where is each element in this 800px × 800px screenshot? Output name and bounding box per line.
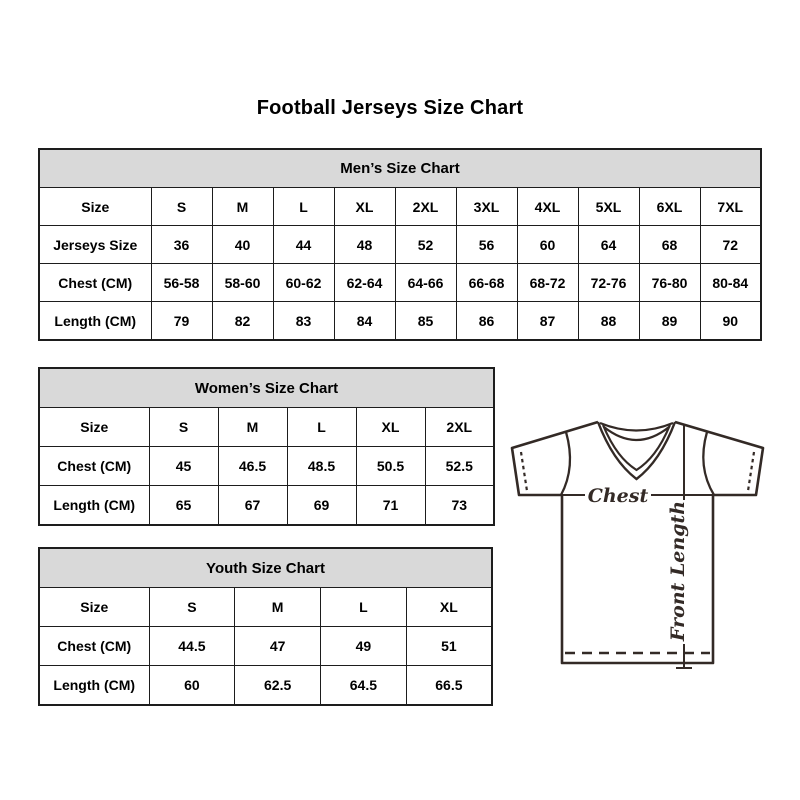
womens-row-length-cm — [39, 486, 494, 526]
chest-label: Chest — [587, 485, 649, 507]
mens-row-size — [39, 188, 761, 226]
left-cuff-stitch-line — [521, 452, 527, 491]
mens-cell: 80-84 — [700, 264, 761, 302]
mens-cell: 60-62 — [273, 264, 334, 302]
mens-cell: 2XL — [395, 188, 456, 226]
front-length-label: Front Length — [667, 500, 689, 642]
womens-cell: 65 — [149, 486, 218, 526]
womens-row-label-length-cm: Length (CM) — [39, 486, 149, 526]
mens-cell: 87 — [517, 302, 578, 341]
youth-cell: S — [149, 588, 235, 627]
mens-cell: 64-66 — [395, 264, 456, 302]
mens-cell: 72 — [700, 226, 761, 264]
mens-cell: 52 — [395, 226, 456, 264]
youth-row-label-length-cm: Length (CM) — [39, 666, 149, 706]
mens-cell: 89 — [639, 302, 700, 341]
mens-cell: 3XL — [456, 188, 517, 226]
jersey-measurement-diagram — [495, 405, 781, 671]
mens-cell: 6XL — [639, 188, 700, 226]
mens-cell: 44 — [273, 226, 334, 264]
mens-cell: 7XL — [700, 188, 761, 226]
collar-back-band-arc — [604, 427, 669, 440]
youth-cell: 64.5 — [321, 666, 407, 706]
mens-cell: 5XL — [578, 188, 639, 226]
womens-cell: 46.5 — [218, 447, 287, 486]
jersey-outline — [512, 422, 763, 663]
mens-cell: 82 — [212, 302, 273, 341]
youth-cell: L — [321, 588, 407, 627]
mens-cell: 76-80 — [639, 264, 700, 302]
mens-cell: 68 — [639, 226, 700, 264]
womens-cell: 73 — [425, 486, 494, 526]
womens-table-title: Women’s Size Chart — [39, 368, 494, 408]
mens-cell: 84 — [334, 302, 395, 341]
mens-cell: 88 — [578, 302, 639, 341]
mens-row-label-length-cm: Length (CM) — [39, 302, 151, 341]
mens-cell: 90 — [700, 302, 761, 341]
womens-cell: 2XL — [425, 408, 494, 447]
womens-cell: 48.5 — [287, 447, 356, 486]
womens-cell: 52.5 — [425, 447, 494, 486]
womens-row-label-size: Size — [39, 408, 149, 447]
mens-cell: XL — [334, 188, 395, 226]
youth-cell: 51 — [406, 627, 492, 666]
mens-cell: 68-72 — [517, 264, 578, 302]
mens-cell: 48 — [334, 226, 395, 264]
mens-cell: 86 — [456, 302, 517, 341]
youth-row-label-chest-cm: Chest (CM) — [39, 627, 149, 666]
mens-table-title: Men’s Size Chart — [39, 149, 761, 188]
youth-row-chest-cm — [39, 627, 492, 666]
right-cuff-stitch-line — [748, 452, 754, 491]
womens-cell: 71 — [356, 486, 425, 526]
mens-row-jerseys-size — [39, 226, 761, 264]
youth-cell: 60 — [149, 666, 235, 706]
page-title: Football Jerseys Size Chart — [256, 97, 524, 119]
youth-row-size — [39, 588, 492, 627]
womens-cell: L — [287, 408, 356, 447]
mens-cell: 85 — [395, 302, 456, 341]
youth-cell: 44.5 — [149, 627, 235, 666]
mens-cell: 79 — [151, 302, 212, 341]
mens-cell: 60 — [517, 226, 578, 264]
mens-cell: S — [151, 188, 212, 226]
womens-cell: 50.5 — [356, 447, 425, 486]
mens-cell: 66-68 — [456, 264, 517, 302]
womens-cell: XL — [356, 408, 425, 447]
mens-cell: 62-64 — [334, 264, 395, 302]
youth-cell: 66.5 — [406, 666, 492, 706]
mens-row-label-jerseys-size: Jerseys Size — [39, 226, 151, 264]
youth-table-header-row — [39, 548, 492, 588]
mens-cell: 56-58 — [151, 264, 212, 302]
mens-cell: 4XL — [517, 188, 578, 226]
vneck-inner-line — [603, 425, 670, 470]
youth-cell: M — [235, 588, 321, 627]
youth-row-length-cm — [39, 666, 492, 706]
womens-size-table — [38, 367, 495, 526]
mens-cell: 40 — [212, 226, 273, 264]
youth-cell: XL — [406, 588, 492, 627]
mens-row-length-cm — [39, 302, 761, 341]
mens-row-chest-cm — [39, 264, 761, 302]
youth-table-title: Youth Size Chart — [39, 548, 492, 588]
youth-row-label-size: Size — [39, 588, 149, 627]
collar-top-arc — [600, 423, 673, 431]
youth-size-table — [38, 547, 493, 706]
left-armhole-seam — [561, 432, 570, 495]
mens-size-table — [38, 148, 762, 341]
womens-row-chest-cm — [39, 447, 494, 486]
womens-row-size — [39, 408, 494, 447]
right-armhole-seam — [703, 432, 714, 495]
womens-cell: 67 — [218, 486, 287, 526]
womens-table-header-row — [39, 368, 494, 408]
mens-cell: 72-76 — [578, 264, 639, 302]
mens-cell: 36 — [151, 226, 212, 264]
mens-cell: 56 — [456, 226, 517, 264]
womens-cell: S — [149, 408, 218, 447]
mens-cell: 64 — [578, 226, 639, 264]
youth-cell: 49 — [321, 627, 407, 666]
womens-cell: M — [218, 408, 287, 447]
mens-cell: 58-60 — [212, 264, 273, 302]
mens-row-label-size: Size — [39, 188, 151, 226]
youth-cell: 47 — [235, 627, 321, 666]
mens-cell: 83 — [273, 302, 334, 341]
mens-row-label-chest-cm: Chest (CM) — [39, 264, 151, 302]
mens-cell: L — [273, 188, 334, 226]
mens-table-header-row — [39, 149, 761, 188]
womens-cell: 45 — [149, 447, 218, 486]
mens-cell: M — [212, 188, 273, 226]
youth-cell: 62.5 — [235, 666, 321, 706]
womens-row-label-chest-cm: Chest (CM) — [39, 447, 149, 486]
womens-cell: 69 — [287, 486, 356, 526]
